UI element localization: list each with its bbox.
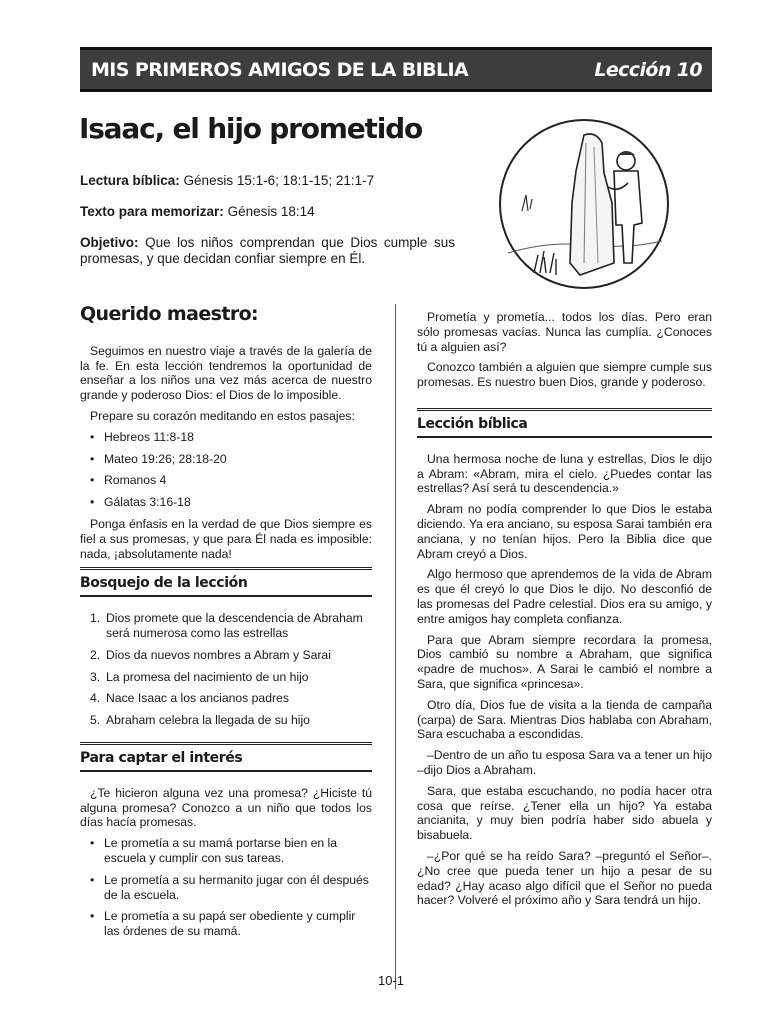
memory-verse-line: [80, 204, 315, 220]
column-divider: [395, 304, 396, 989]
objective-value: Que los niños comprendan que Dios cumple sus promesas, y que decidan confiar siempre en Él.: [80, 235, 455, 266]
prepare-paragraph: Prepare su corazón meditando en estos pasajes:: [90, 408, 355, 423]
list-item: • Hebreos 11:8-18: [80, 430, 372, 445]
reading-value: Génesis 15:1-6; 18:1-15; 21:1-7: [183, 173, 375, 188]
reading-label: Lectura bíblica:: [80, 173, 180, 188]
list-item: • Gálatas 3:16-18: [80, 495, 372, 510]
promises-list: [80, 836, 372, 939]
passages-list: [80, 430, 372, 510]
outline-list: [80, 611, 372, 728]
paragraph: Otro día, Dios fue de visita a la tienda de campaña (carpa) de Sara. Mientras Dios hablaba con Abraham, Sara escuchaba a escondidas.: [417, 697, 712, 742]
reading-line: [80, 173, 374, 189]
series-banner: [80, 47, 712, 92]
bible-lesson-heading: Lección bíblica: [417, 415, 528, 432]
list-item: 1. Dios promete que la descendencia de Abraham será numerosa como las estrellas: [90, 611, 363, 640]
series-title: MIS PRIMEROS AMIGOS DE LA BIBLIA: [91, 58, 469, 81]
paragraph: Conozco también a alguien que siempre cumple sus promesas. Es nuestro buen Dios, grande y poderoso.: [417, 360, 712, 390]
list-item: 5. Abraham celebra la llegada de su hijo: [90, 713, 310, 728]
section-rule: [80, 742, 372, 745]
interest-heading: Para captar el interés: [80, 749, 243, 766]
right-column: [417, 310, 712, 914]
paragraph: Para que Abram siempre recordara la promesa, Dios cambió su nombre a Abraham, que significa «padre de muchos». A Sarai le cambió el nombre a Sara, que significa «princesa».: [417, 632, 712, 691]
paragraph: Prometía y prometía... todos los días. Pero eran sólo promesas vacías. Nunca las cumplía. ¿Conoces tú a alguien así?: [417, 310, 712, 354]
list-item: 3. La promesa del nacimiento de un hijo: [90, 669, 309, 684]
outline-heading: Bosquejo de la lección: [80, 575, 248, 592]
list-item: • Le prometía a su hermanito jugar con él después de la escuela.: [80, 873, 372, 903]
page-title: Isaac, el hijo prometido: [79, 112, 423, 145]
left-column: [80, 303, 372, 946]
emphasis-paragraph: Ponga énfasis en la verdad de que Dios siempre es fiel a sus promesas, y que para Él nada es imposible: nada, ¡absolutamente nada!: [80, 516, 372, 561]
objective-label: Objetivo:: [80, 235, 139, 250]
section-rule: [80, 567, 372, 570]
list-item: • Le prometía a su mamá portarse bien en la escuela y cumplir con sus tareas.: [80, 836, 372, 866]
paragraph: Una hermosa noche de luna y estrellas, Dios le dijo a Abram: «Abram, mira el cielo. ¿Puedes contar las estrellas? Así será tu descendencia.»: [417, 451, 712, 496]
intro-paragraph: Seguimos en nuestro viaje a través de la galería de la fe. En esta lección tendremos la oportunidad de enseñar a los niños una vez más acerca de nuestro grande y poderoso Dios: el Dios de lo imposible.: [80, 343, 372, 403]
paragraph: Algo hermoso que aprendemos de la vida de Abram es que él creyó lo que Dios le dijo. No desconfió de las promesas del Padre celestial. Dios era su amigo, y entre amigos hay completa confianza.: [417, 567, 712, 626]
lesson-label: Lección 10: [594, 58, 702, 81]
interest-intro: ¿Te hicieron alguna vez una promesa? ¿Hiciste tú alguna promesa? Conozco a un niño que todos los días hacía promesas.: [80, 785, 372, 830]
list-item: • Le prometía a su papá ser obediente y cumplir las órdenes de su mamá.: [80, 909, 372, 939]
section-rule: [417, 408, 712, 411]
objective-line: [80, 235, 455, 267]
dear-teacher-heading: Querido maestro:: [80, 303, 259, 325]
list-item: • Mateo 19:26; 28:18-20: [80, 452, 372, 467]
paragraph: –Dentro de un año tu esposa Sara va a tener un hijo –dijo Dios a Abraham.: [417, 748, 712, 777]
list-item: 2. Dios da nuevos nombres a Abram y Sarai: [90, 647, 331, 662]
paragraph: –¿Por qué se ha reído Sara? –preguntó el Señor–. ¿No cree que pueda tener un hijo a pesar de su edad? ¿Hay acaso algo difícil que el Señor no pueda hacer? Volveré el próximo año y Sara tendrá un hijo.: [417, 848, 712, 908]
list-item: • Romanos 4: [80, 473, 372, 488]
paragraph: Sara, que estaba escuchando, no podía hacer otra cosa que reírse. ¿Tener ella un hijo? Ya estaba ancianita, y muy bien podría haber sido abuela y bisabuela.: [417, 783, 712, 843]
memory-value: Génesis 18:14: [227, 204, 315, 219]
memory-label: Texto para memorizar:: [80, 204, 224, 219]
page-number: 10-1: [378, 973, 405, 988]
abraham-isaac-illustration: [498, 113, 670, 295]
paragraph: Abram no podía comprender lo que Dios le estaba diciendo. Ya era anciano, su esposa Sarai también era anciana, y no tenían hijos. Pero la Biblia dice que Abram creyó a Dios.: [417, 502, 712, 561]
list-item: 4. Nace Isaac a los ancianos padres: [90, 691, 289, 706]
